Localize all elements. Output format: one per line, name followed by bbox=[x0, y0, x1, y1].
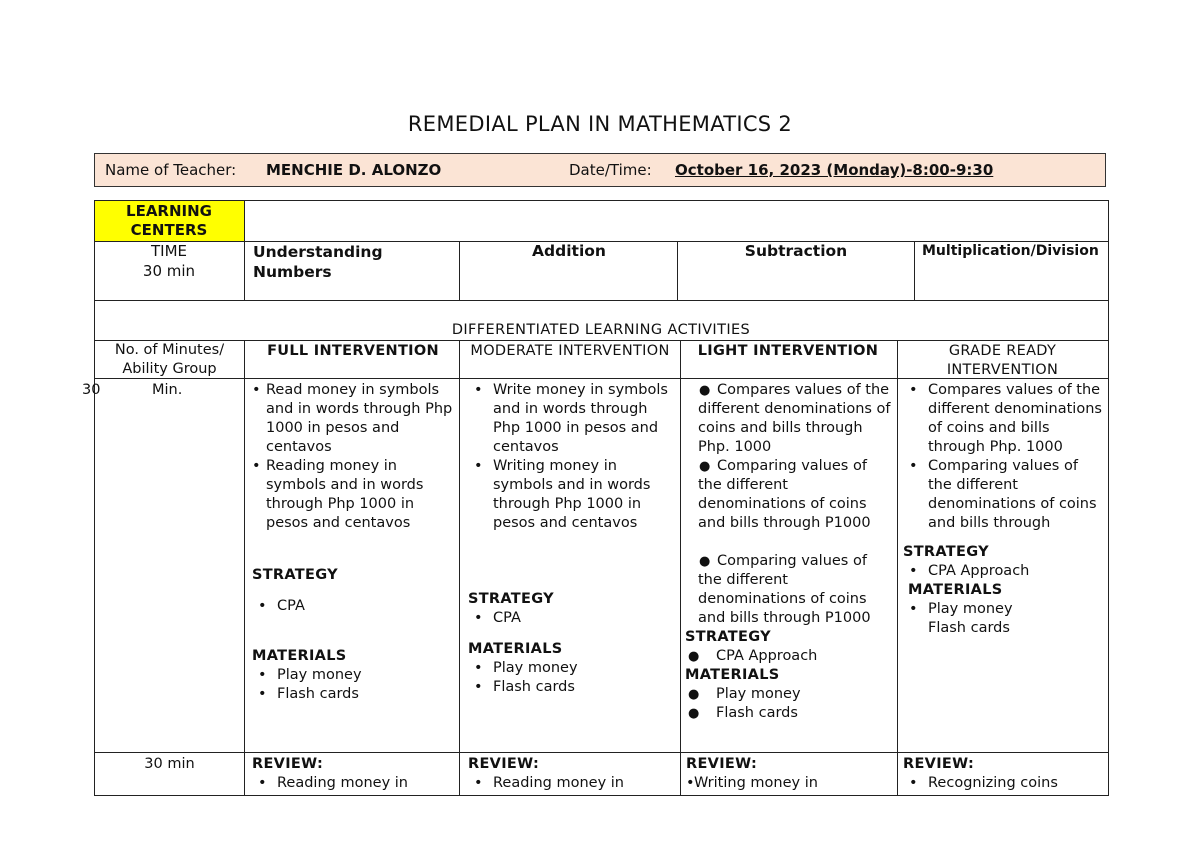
time-value: 30 min bbox=[142, 262, 196, 280]
materials-extra: Flash cards bbox=[928, 620, 1010, 636]
dla-title: DIFFERENTIATED LEARNING ACTIVITIES bbox=[451, 322, 751, 338]
strategy-label: STRATEGY bbox=[903, 544, 989, 560]
margin-number: 30 bbox=[82, 382, 101, 398]
list-item: • Writing money in bbox=[686, 774, 894, 793]
grade-ready-intervention-cell bbox=[903, 381, 1105, 638]
learning-centers-label: LEARNING CENTERS bbox=[126, 202, 212, 239]
review-label: REVIEW: bbox=[903, 756, 975, 772]
list-item: • Reading money in bbox=[252, 774, 456, 793]
review-light-cell bbox=[686, 755, 894, 793]
grade-ready-intervention-header: GRADE READY INTERVENTION bbox=[946, 343, 1059, 378]
review-full-cell bbox=[252, 755, 456, 793]
moderate-intervention-header: MODERATE INTERVENTION bbox=[470, 343, 670, 359]
center-understanding-numbers: Understanding Numbers bbox=[253, 243, 383, 281]
strategy-label: STRATEGY bbox=[468, 591, 554, 607]
review-label: REVIEW: bbox=[686, 756, 758, 772]
light-intervention-cell bbox=[680, 381, 894, 723]
list-item: • Compares values of the different denominations of coins and bills through Php. 1000 bbox=[903, 381, 1105, 457]
date-time-label: Date/Time: bbox=[569, 161, 652, 179]
list-item: • Flash cards bbox=[252, 685, 456, 704]
materials-label: MATERIALS bbox=[252, 648, 347, 664]
teacher-name-label: Name of Teacher: bbox=[105, 161, 237, 179]
list-item: • Flash cards bbox=[468, 678, 676, 697]
list-item: • Writing money in symbols and in words through Php 1000 in pesos and centavos bbox=[468, 457, 676, 533]
list-item: • CPA bbox=[252, 597, 456, 616]
list-item: • Comparing values of the different denominations of coins and bills through bbox=[903, 457, 1105, 533]
materials-label: MATERIALS bbox=[908, 582, 1003, 598]
strategy-label: STRATEGY bbox=[252, 567, 338, 583]
list-item: ● CPA Approach bbox=[688, 647, 894, 666]
minutes-value: Min. bbox=[152, 382, 183, 398]
list-item: • Reading money in symbols and in words through Php 1000 in pesos and centavos bbox=[252, 457, 456, 533]
moderate-intervention-cell bbox=[468, 381, 676, 697]
list-item: • Write money in symbols and in words through Php 1000 in pesos and centavos bbox=[468, 381, 676, 457]
full-intervention-cell bbox=[252, 381, 456, 704]
list-item: • CPA Approach bbox=[903, 562, 1105, 581]
list-item: ● Flash cards bbox=[688, 704, 894, 723]
center-addition: Addition bbox=[532, 242, 606, 260]
center-multiplication-division: Multiplication/Division bbox=[922, 243, 1099, 259]
list-item: • Recognizing coins bbox=[903, 774, 1105, 793]
page-title: REMEDIAL PLAN IN MATHEMATICS 2 bbox=[407, 112, 793, 136]
list-item: ● Comparing values of the different denominations of coins and bills through P1000 bbox=[680, 457, 894, 533]
materials-label: MATERIALS bbox=[685, 667, 780, 683]
list-item: • CPA bbox=[468, 609, 676, 628]
full-intervention-header: FULL INTERVENTION bbox=[267, 343, 439, 359]
date-time-value: October 16, 2023 (Monday)-8:00-9:30 bbox=[675, 161, 994, 179]
list-item: • Play money bbox=[903, 600, 1105, 619]
minutes-header: No. of Minutes/ Ability Group bbox=[114, 342, 225, 377]
center-subtraction: Subtraction bbox=[744, 242, 848, 260]
list-item: • Read money in symbols and in words through Php 1000 in pesos and centavos bbox=[252, 381, 456, 457]
review-moderate-cell bbox=[468, 755, 676, 793]
list-item: • Reading money in bbox=[468, 774, 676, 793]
list-item: ● Compares values of the different denominations of coins and bills through Php. 1000 bbox=[680, 381, 894, 457]
review-minutes: 30 min bbox=[144, 756, 195, 772]
time-label: TIME bbox=[150, 242, 187, 260]
review-label: REVIEW: bbox=[252, 756, 324, 772]
list-item: • Play money bbox=[468, 659, 676, 678]
list-item: ● Play money bbox=[688, 685, 894, 704]
list-item: • Play money bbox=[252, 666, 456, 685]
teacher-info-box bbox=[94, 153, 1106, 187]
materials-label: MATERIALS bbox=[468, 641, 563, 657]
light-intervention-header: LIGHT INTERVENTION bbox=[697, 343, 879, 359]
review-label: REVIEW: bbox=[468, 756, 540, 772]
list-item: ● Comparing values of the different denominations of coins and bills through P1000 bbox=[680, 552, 894, 628]
strategy-label: STRATEGY bbox=[685, 629, 771, 645]
teacher-name: MENCHIE D. ALONZO bbox=[266, 161, 442, 179]
review-grade-cell bbox=[903, 755, 1105, 793]
